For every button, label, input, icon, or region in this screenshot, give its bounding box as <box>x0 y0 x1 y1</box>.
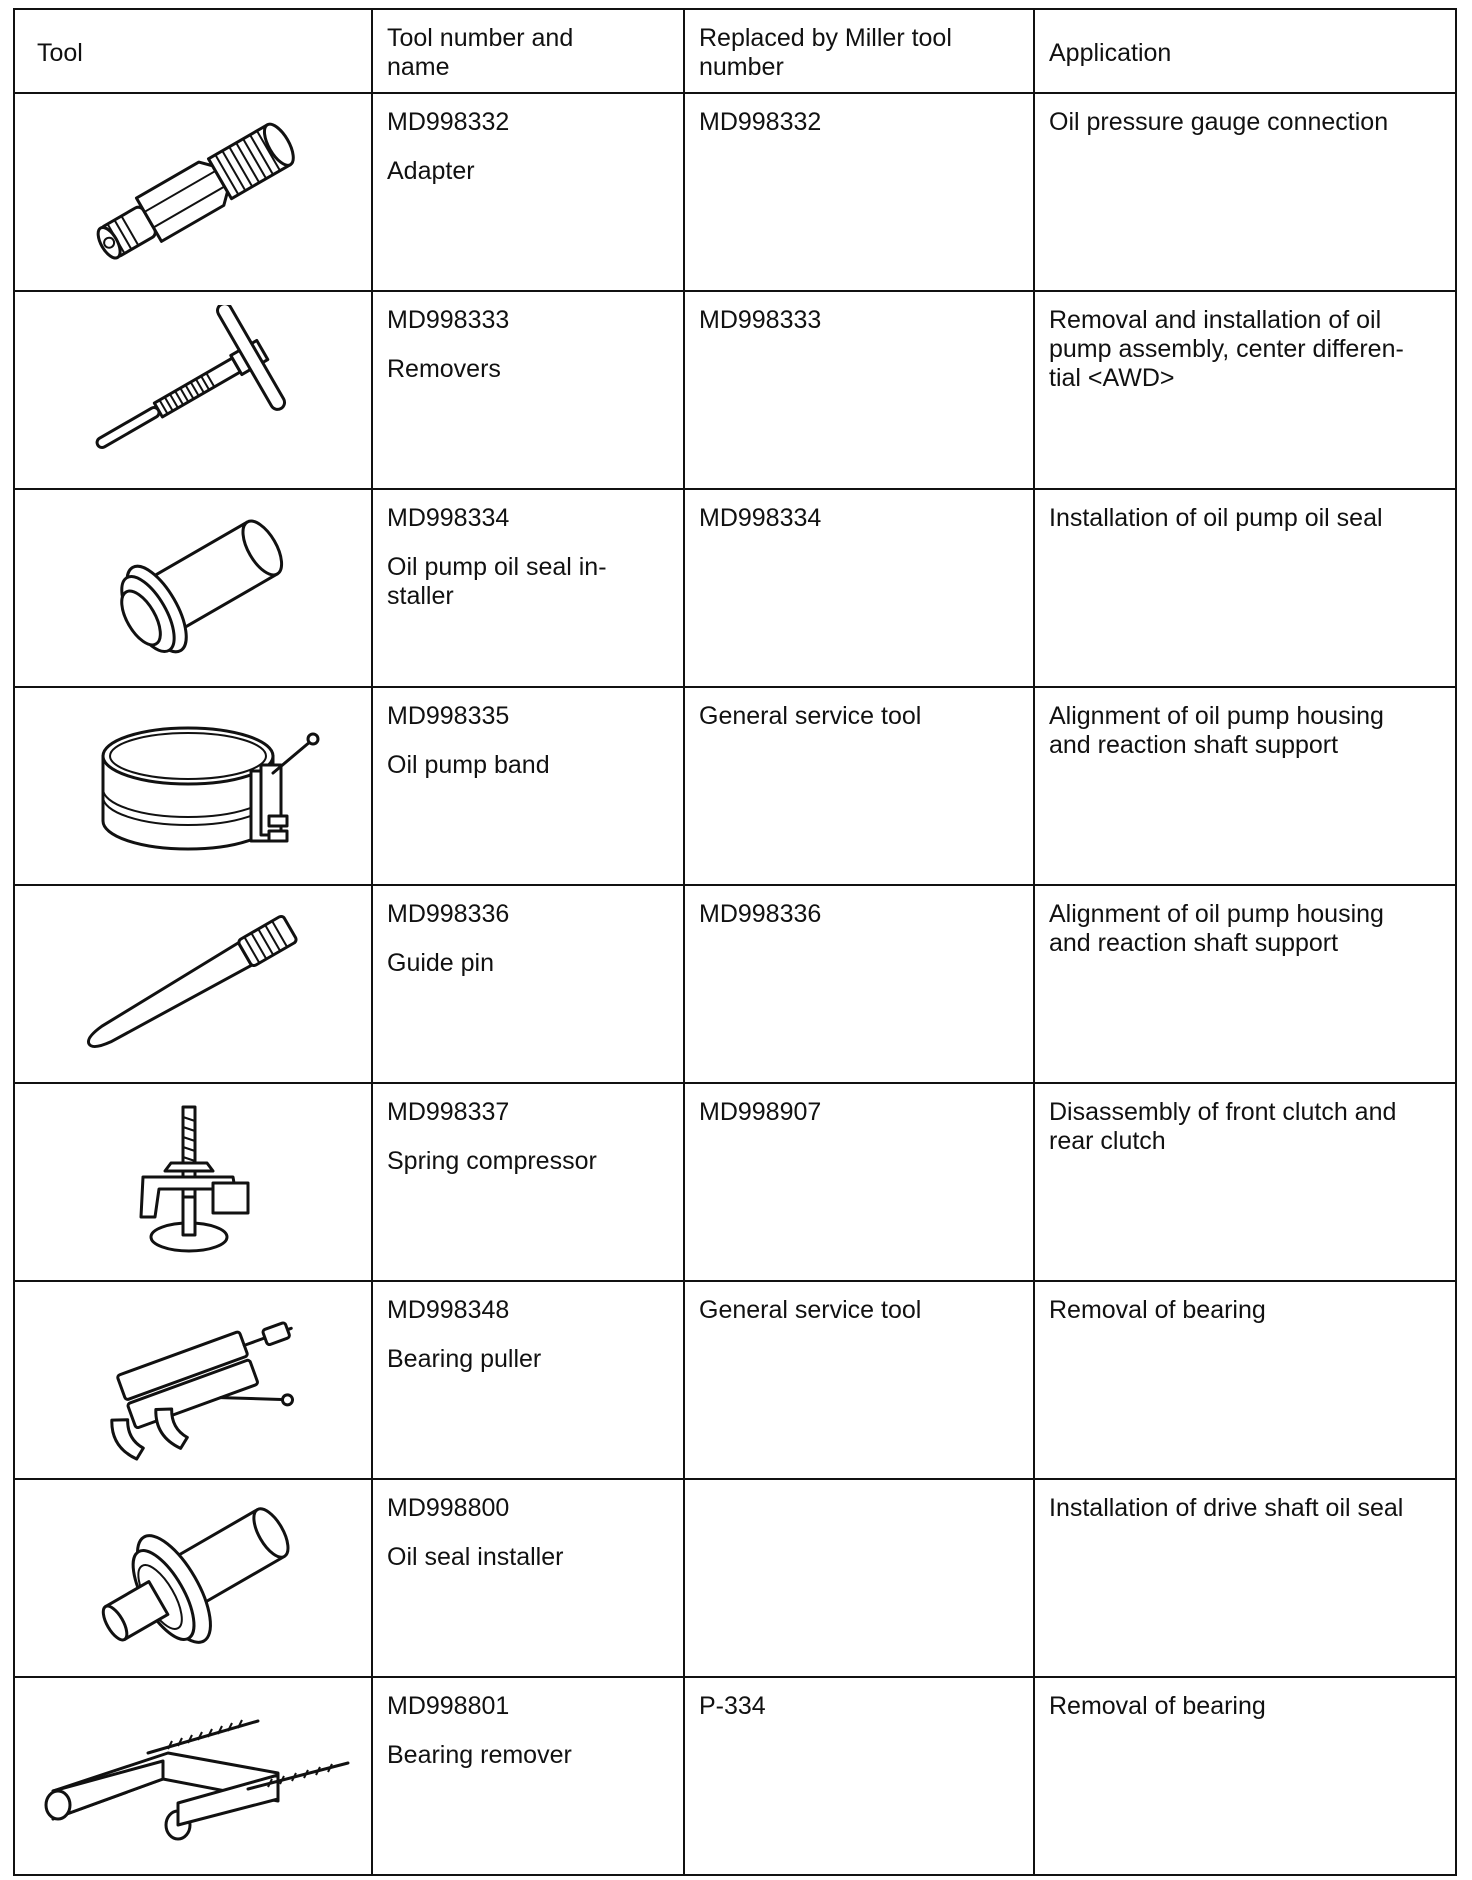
tool-image-cell <box>14 291 372 489</box>
miller-cell <box>684 1479 1034 1677</box>
table-row <box>14 489 1456 687</box>
adapter-icon <box>63 107 323 277</box>
table-row <box>14 1677 1456 1875</box>
tool-name: Adapter <box>387 157 475 185</box>
miller-cell <box>684 1677 1034 1875</box>
miller-cell <box>684 885 1034 1083</box>
header-number-name-label: Tool number and name <box>387 24 574 81</box>
application-cell <box>1034 489 1456 687</box>
miller-cell <box>684 687 1034 885</box>
application-cell <box>1034 885 1456 1083</box>
guide-pin-icon <box>63 899 323 1069</box>
drive-shaft-seal-installer-icon <box>63 1493 323 1663</box>
miller-number: MD998333 <box>699 306 822 334</box>
spring-compressor-icon <box>63 1097 323 1267</box>
table-row <box>14 93 1456 291</box>
tool-number-name-cell <box>372 687 684 885</box>
tool-number-name-cell <box>372 1479 684 1677</box>
tool-name: Bearing remover <box>387 1741 572 1769</box>
tool-number-name-cell <box>372 1281 684 1479</box>
tool-name: Bearing puller <box>387 1345 542 1373</box>
tool-number: MD998334 <box>387 504 510 532</box>
tool-image-cell <box>14 1281 372 1479</box>
table-row <box>14 1083 1456 1281</box>
miller-number: MD998332 <box>699 108 822 136</box>
header-tool <box>14 9 372 93</box>
tool-number: MD998333 <box>387 306 510 334</box>
header-miller-label: Replaced by Miller tool number <box>699 24 952 81</box>
tool-number-name-cell <box>372 489 684 687</box>
tool-number-name-cell <box>372 93 684 291</box>
tool-number: MD998336 <box>387 900 510 928</box>
miller-cell <box>684 291 1034 489</box>
header-application <box>1034 9 1456 93</box>
application-text: Removal of bearing <box>1049 1692 1266 1720</box>
tool-image-cell <box>14 1083 372 1281</box>
tool-number: MD998335 <box>387 702 510 730</box>
application-text: Alignment of oil pump housing and reaction shaft support <box>1049 900 1384 957</box>
miller-cell <box>684 1281 1034 1479</box>
miller-number: MD998907 <box>699 1098 822 1126</box>
header-tool-label: Tool <box>37 38 83 67</box>
tool-name: Oil pump oil seal in- staller <box>387 553 607 610</box>
application-text: Installation of drive shaft oil seal <box>1049 1494 1404 1522</box>
application-cell <box>1034 1677 1456 1875</box>
tool-number-name-cell <box>372 1083 684 1281</box>
header-application-label: Application <box>1049 38 1172 67</box>
removers-icon <box>63 305 323 475</box>
miller-number: MD998334 <box>699 504 822 532</box>
tool-number-name-cell <box>372 885 684 1083</box>
application-text: Installation of oil pump oil seal <box>1049 504 1383 532</box>
tool-image-cell <box>14 1677 372 1875</box>
miller-cell <box>684 489 1034 687</box>
tool-image-cell <box>14 687 372 885</box>
application-text: Oil pressure gauge connection <box>1049 108 1389 136</box>
tool-name: Removers <box>387 355 501 383</box>
tool-number: MD998337 <box>387 1098 510 1126</box>
tool-number: MD998332 <box>387 108 510 136</box>
tool-number: MD998801 <box>387 1692 510 1720</box>
application-text: Disassembly of front clutch and rear clutch <box>1049 1098 1397 1155</box>
tool-number-name-cell <box>372 291 684 489</box>
tool-name: Oil seal installer <box>387 1543 564 1571</box>
tool-number-name-cell <box>372 1677 684 1875</box>
oil-pump-band-icon <box>63 701 323 871</box>
bearing-remover-icon <box>28 1691 358 1861</box>
tool-name: Oil pump band <box>387 751 550 779</box>
tool-image-cell <box>14 885 372 1083</box>
application-text: Alignment of oil pump housing and reaction shaft support <box>1049 702 1384 759</box>
application-cell <box>1034 93 1456 291</box>
application-cell <box>1034 1281 1456 1479</box>
table-row <box>14 687 1456 885</box>
tool-number: MD998348 <box>387 1296 510 1324</box>
special-tools-table <box>13 8 1457 1876</box>
application-text: Removal of bearing <box>1049 1296 1266 1324</box>
application-cell <box>1034 1479 1456 1677</box>
tool-name: Spring compressor <box>387 1147 597 1175</box>
miller-number: General service tool <box>699 1296 922 1324</box>
tool-image-cell <box>14 489 372 687</box>
application-cell <box>1034 1083 1456 1281</box>
miller-cell <box>684 1083 1034 1281</box>
header-row <box>14 9 1456 93</box>
tool-number: MD998800 <box>387 1494 510 1522</box>
application-cell <box>1034 687 1456 885</box>
table-row <box>14 885 1456 1083</box>
miller-number: General service tool <box>699 702 922 730</box>
header-number-name <box>372 9 684 93</box>
table-row <box>14 1281 1456 1479</box>
header-miller <box>684 9 1034 93</box>
application-cell <box>1034 291 1456 489</box>
tool-image-cell <box>14 93 372 291</box>
table-row <box>14 291 1456 489</box>
oil-seal-installer-icon <box>63 503 323 673</box>
application-text: Removal and installation of oil pump assembly, center differen- tial <AWD> <box>1049 306 1404 392</box>
table-row <box>14 1479 1456 1677</box>
miller-number: P-334 <box>699 1692 766 1720</box>
bearing-puller-icon <box>63 1295 323 1465</box>
tool-image-cell <box>14 1479 372 1677</box>
tool-name: Guide pin <box>387 949 495 977</box>
miller-cell <box>684 93 1034 291</box>
miller-number: MD998336 <box>699 900 822 928</box>
